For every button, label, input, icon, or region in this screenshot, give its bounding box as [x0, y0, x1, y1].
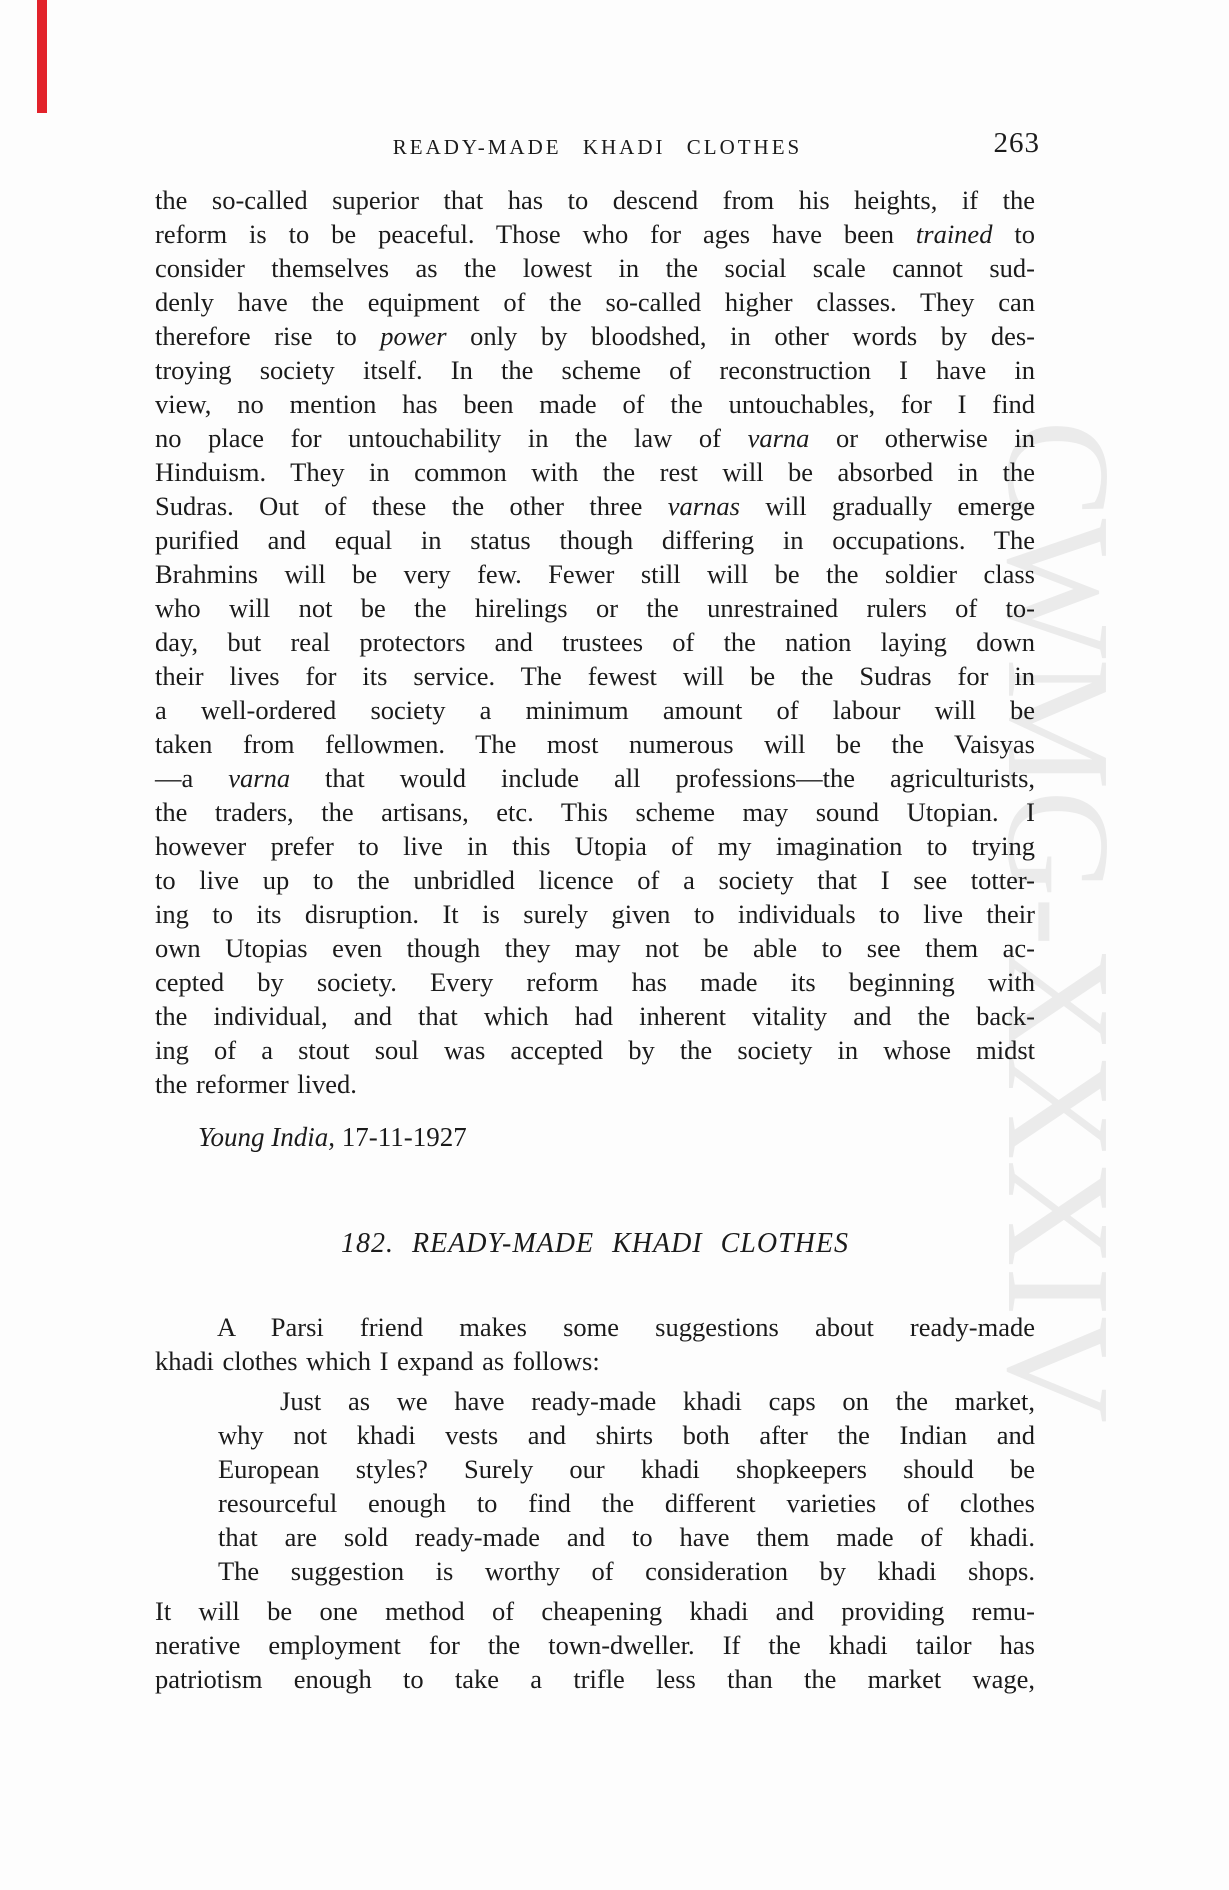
section-title: READY-MADE KHADI CLOTHES — [411, 1228, 849, 1259]
text-line: European styles? Surely our khadi shopkeepers should be — [218, 1454, 1035, 1484]
text-line: A Parsi friend makes some suggestions about ready-made — [217, 1312, 1035, 1342]
red-edge-scan-mark — [37, 0, 47, 113]
citation-source: Young India, — [198, 1122, 336, 1152]
text-line: Sudras. Out of these the other three varnas will gradually emerge — [155, 491, 1036, 521]
text-line: purified and equal in status though differing in occupations. The — [155, 525, 1035, 555]
text-line: cepted by society. Every reform has made its beginning with — [155, 967, 1035, 997]
text-line: to live up to the unbridled licence of a society that I see totter- — [155, 865, 1035, 895]
text-line: ing of a stout soul was accepted by the society in whose midst — [155, 1035, 1035, 1065]
text-line: khadi clothes which I expand as follows: — [155, 1346, 600, 1376]
text-line: day, but real protectors and trustees of the nation laying down — [155, 627, 1035, 657]
running-head-title: READY-MADE KHADI CLOTHES — [392, 135, 803, 159]
text-line: consider themselves as the lowest in the social scale cannot sud- — [155, 253, 1035, 283]
cwmg-watermark: CWMG-XXXIV — [976, 420, 1140, 1423]
text-line: taken from fellowmen. The most numerous will be the Vaisyas — [155, 729, 1035, 759]
section-heading — [155, 1226, 1035, 1262]
block-quote — [218, 1384, 1035, 1588]
text-line: no place for untouchability in the law of varna or otherwise in — [155, 423, 1035, 453]
text-line: the reformer lived. — [155, 1069, 357, 1099]
text-line: why not khadi vests and shirts both after the Indian and — [218, 1420, 1035, 1450]
text-line: patriotism enough to take a trifle less than the market wage, — [155, 1664, 1035, 1694]
text-line: resourceful enough to find the different varieties of clothes — [218, 1488, 1035, 1518]
text-line: Just as we have ready-made khadi caps on the market, — [280, 1386, 1035, 1416]
text-line: ing to its disruption. It is surely given to individuals to live their — [155, 899, 1035, 929]
text-line: therefore rise to power only by bloodshed, in other words by des- — [155, 321, 1035, 351]
text-line: It will be one method of cheapening khadi and providing remu- — [155, 1596, 1035, 1626]
page-number: 263 — [993, 127, 1040, 159]
text-line: denly have the equipment of the so-called higher classes. They can — [155, 287, 1035, 317]
text-line: Brahmins will be very few. Fewer still will be the soldier class — [155, 559, 1035, 589]
text-line: who will not be the hirelings or the unrestrained rulers of to- — [155, 593, 1035, 623]
text-line: reform is to be peaceful. Those who for ages have been trained to — [155, 219, 1035, 249]
text-line: Hinduism. They in common with the rest will be absorbed in the — [155, 457, 1035, 487]
text-line: —a varna that would include all professions—the agriculturists, — [155, 763, 1036, 793]
text-line: the so-called superior that has to descend from his heights, if the — [155, 185, 1035, 215]
continuation-paragraph — [155, 183, 1035, 1101]
text-line: troying society itself. In the scheme of reconstruction I have in — [155, 355, 1035, 385]
text-line: a well-ordered society a minimum amount of labour will be — [155, 695, 1035, 725]
text-line: view, no mention has been made of the untouchables, for I find — [155, 389, 1035, 419]
running-head-row — [155, 127, 1040, 166]
text-line: the traders, the artisans, etc. This scheme may sound Utopian. I — [155, 797, 1035, 827]
text-line: that are sold ready-made and to have them made of khadi. — [218, 1522, 1035, 1552]
citation-date: 17-11-1927 — [335, 1122, 467, 1152]
text-line: The suggestion is worthy of consideration by khadi shops. — [218, 1556, 1035, 1586]
section-number: 182. — [340, 1228, 394, 1259]
closing-paragraph — [155, 1594, 1035, 1696]
text-line: own Utopias even though they may not be able to see them ac- — [155, 933, 1035, 963]
parsi-friend-paragraph — [155, 1310, 1035, 1378]
source-citation — [198, 1120, 467, 1154]
text-line: however prefer to live in this Utopia of my imagination to trying — [155, 831, 1035, 861]
text-line: their lives for its service. The fewest will be the Sudras for in — [155, 661, 1035, 691]
text-line: the individual, and that which had inherent vitality and the back- — [155, 1001, 1035, 1031]
text-line: nerative employment for the town-dweller. If the khadi tailor has — [155, 1630, 1035, 1660]
